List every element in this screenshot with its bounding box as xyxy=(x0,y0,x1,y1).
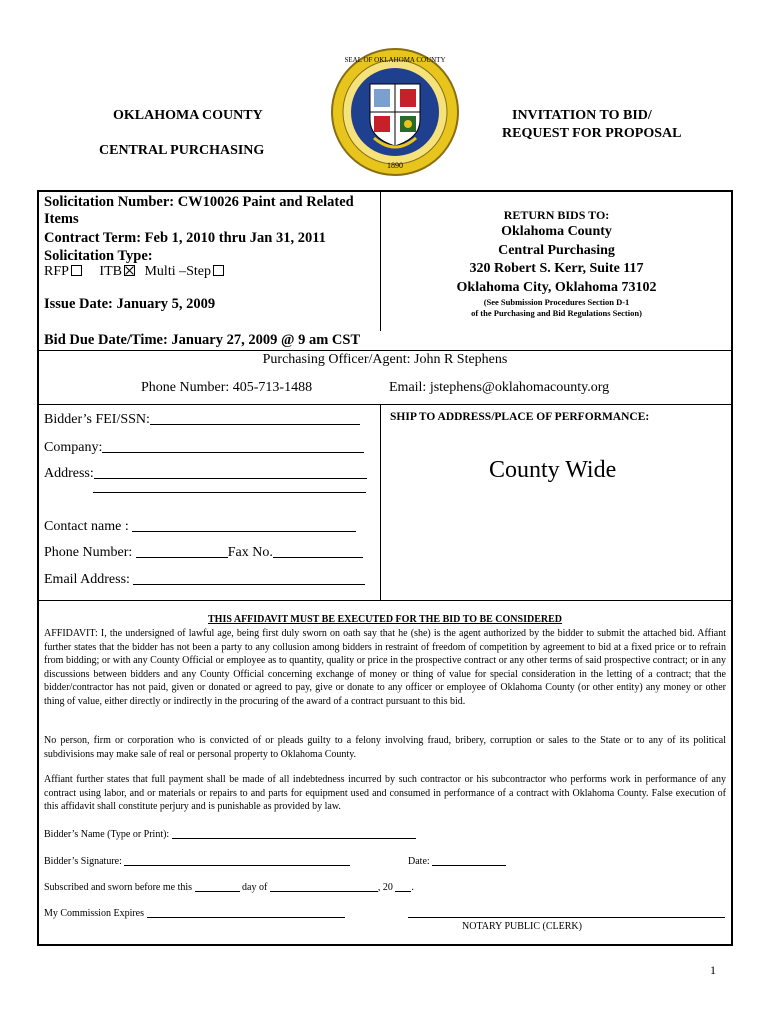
seal-text: SEAL OF OKLAHOMA COUNTY xyxy=(344,56,446,64)
address-input[interactable] xyxy=(94,478,367,479)
solicitation-type-options xyxy=(44,264,226,280)
itb-label: ITB xyxy=(99,264,122,279)
year-prefix: , 20 xyxy=(377,882,393,893)
divider xyxy=(37,350,733,351)
signature-label: Bidder’s Signature: xyxy=(44,856,122,867)
return-bids-title: RETURN BIDS TO: xyxy=(503,208,610,222)
email-label: Email Address: xyxy=(44,572,130,587)
subscribed-year-input[interactable] xyxy=(395,891,411,892)
return-line-4: Oklahoma City, Oklahoma 73102 xyxy=(456,279,657,295)
day-of-label: day of xyxy=(242,882,268,893)
solicitation-type-label: Solicitation Type: xyxy=(44,248,153,264)
phone-input[interactable] xyxy=(136,557,228,558)
address-input-line2[interactable] xyxy=(93,492,366,493)
return-line-1: Oklahoma County xyxy=(501,224,612,239)
solicitation-number-cont: Items xyxy=(44,211,79,227)
invitation-title: INVITATION TO BID/ xyxy=(512,108,652,123)
affidavit-paragraph-1: AFFIDAVIT: I, the undersigned of lawful age, being first duly sworn on oath say that he (she) is the agent authorized by the bidder to submit the attached bid. Affiant further states that the bidder has not been a party to any collusion among bidders in restraint of freedom of competition by agreement to bid at a fixed price or to refrain from bidding; or with any County Official or employee as to quantity, quality or price in the prospective contract or any other terms of said prospective contract; or in any discussions between bidders and any County Official concerning exchange of money or thing of value for special consideration in the letting of a contract; that the bidder/contractor has not paid, given or donated or agreed to pay, give or donate to any officer or employee of Oklahoma County (or other entity) any money or other thing of value, either directly or indirectly in the procuring of the award of a contract pursuant to this bid. xyxy=(44,628,726,707)
fax-input[interactable] xyxy=(273,557,363,558)
contract-term: Contract Term: Feb 1, 2010 thru Jan 31, 2011 xyxy=(44,230,326,246)
fei-field xyxy=(44,412,360,428)
date-label: Date: xyxy=(408,856,430,867)
commission-input[interactable] xyxy=(147,917,345,918)
multi-step-label: Multi –Step xyxy=(144,264,211,279)
bidder-name-label: Bidder’s Name (Type or Print): xyxy=(44,829,170,840)
itb-checkbox[interactable] xyxy=(124,265,135,276)
address-label: Address: xyxy=(44,466,94,481)
county-title: OKLAHOMA COUNTY xyxy=(113,108,263,123)
return-bids-block xyxy=(380,207,733,319)
fax-label: Fax No. xyxy=(227,545,273,560)
notary-signature-line[interactable] xyxy=(408,908,725,918)
subscribed-month-input[interactable] xyxy=(270,891,378,892)
commission-field xyxy=(44,908,345,919)
company-field xyxy=(44,440,364,456)
subscribed-label: Subscribed and sworn before me this xyxy=(44,882,193,893)
rfp-checkbox[interactable] xyxy=(71,265,82,276)
bid-due-date: Bid Due Date/Time: January 27, 2009 @ 9 am CST xyxy=(44,332,361,348)
central-purchasing-title: CENTRAL PURCHASING xyxy=(99,143,265,158)
ship-to-value: County Wide xyxy=(489,457,617,483)
divider xyxy=(380,404,381,600)
email-input[interactable] xyxy=(133,584,365,585)
fei-label: Bidder’s FEI/SSN: xyxy=(44,412,150,427)
county-seal-logo xyxy=(330,40,460,186)
divider xyxy=(37,404,733,405)
signature-input[interactable] xyxy=(124,865,350,866)
seal-year: 1890 xyxy=(387,161,403,170)
officer-phone: Phone Number: 405-713-1488 xyxy=(141,380,313,395)
purchasing-officer: Purchasing Officer/Agent: John R Stephens xyxy=(262,352,508,367)
fei-input[interactable] xyxy=(150,424,360,425)
affidavit-paragraph-2: No person, firm or corporation who is convicted of or pleads guilty to a felony involving fraud, bribery, corruption or sales to the State or to any of its political subdivisions may make sale of real or personal property to Oklahoma County. xyxy=(44,735,726,760)
company-label: Company: xyxy=(44,440,103,455)
phone-fax-field xyxy=(44,545,363,561)
return-note-1: (See Submission Procedures Section D-1 xyxy=(483,297,630,307)
subscribed-field: Subscribed and sworn before me this day of , 20 . xyxy=(44,882,414,893)
return-note-2: of the Purchasing and Bid Regulations Section) xyxy=(471,308,642,318)
issue-date: Issue Date: January 5, 2009 xyxy=(44,296,216,312)
contact-input[interactable] xyxy=(132,531,356,532)
commission-label: My Commission Expires xyxy=(44,908,145,919)
bidder-name-field xyxy=(44,829,416,840)
multi-step-checkbox[interactable] xyxy=(213,265,224,276)
page-number: 1 xyxy=(710,963,716,977)
email-field xyxy=(44,572,365,588)
affidavit-title: THIS AFFIDAVIT MUST BE EXECUTED FOR THE BID TO BE CONSIDERED xyxy=(208,614,562,625)
divider xyxy=(37,600,733,601)
contact-field xyxy=(44,519,356,535)
contact-label: Contact name : xyxy=(44,519,129,534)
date-input[interactable] xyxy=(432,865,506,866)
company-input[interactable] xyxy=(102,452,364,453)
date-field xyxy=(408,856,506,867)
notary-label: NOTARY PUBLIC (CLERK) xyxy=(462,921,582,932)
affidavit-paragraph-3: Affiant further states that full payment shall be made of all indebtedness incurred by such contractor or his subcontractor who performs work in performance of any contract using labor, and or materials or repairs to and parts for equipment used and consumed in performance of a contract with Oklahoma County. False execution of this affidavit shall constitute perjury and is punishable as provided by law. xyxy=(44,774,726,812)
ship-to-label: SHIP TO ADDRESS/PLACE OF PERFORMANCE: xyxy=(390,411,650,423)
rfp-title: REQUEST FOR PROPOSAL xyxy=(502,126,682,141)
rfp-label: RFP xyxy=(44,264,69,279)
bidder-name-input[interactable] xyxy=(172,838,416,839)
return-line-3: 320 Robert S. Kerr, Suite 117 xyxy=(469,261,644,276)
signature-field xyxy=(44,856,350,867)
subscribed-day-input[interactable] xyxy=(195,891,240,892)
return-line-2: Central Purchasing xyxy=(498,242,615,258)
address-field xyxy=(44,466,367,482)
phone-label: Phone Number: xyxy=(44,545,133,560)
solicitation-number: Solicitation Number: CW10026 Paint and Related xyxy=(44,194,354,210)
officer-email[interactable]: Email: jstephens@oklahomacounty.org xyxy=(389,380,610,395)
